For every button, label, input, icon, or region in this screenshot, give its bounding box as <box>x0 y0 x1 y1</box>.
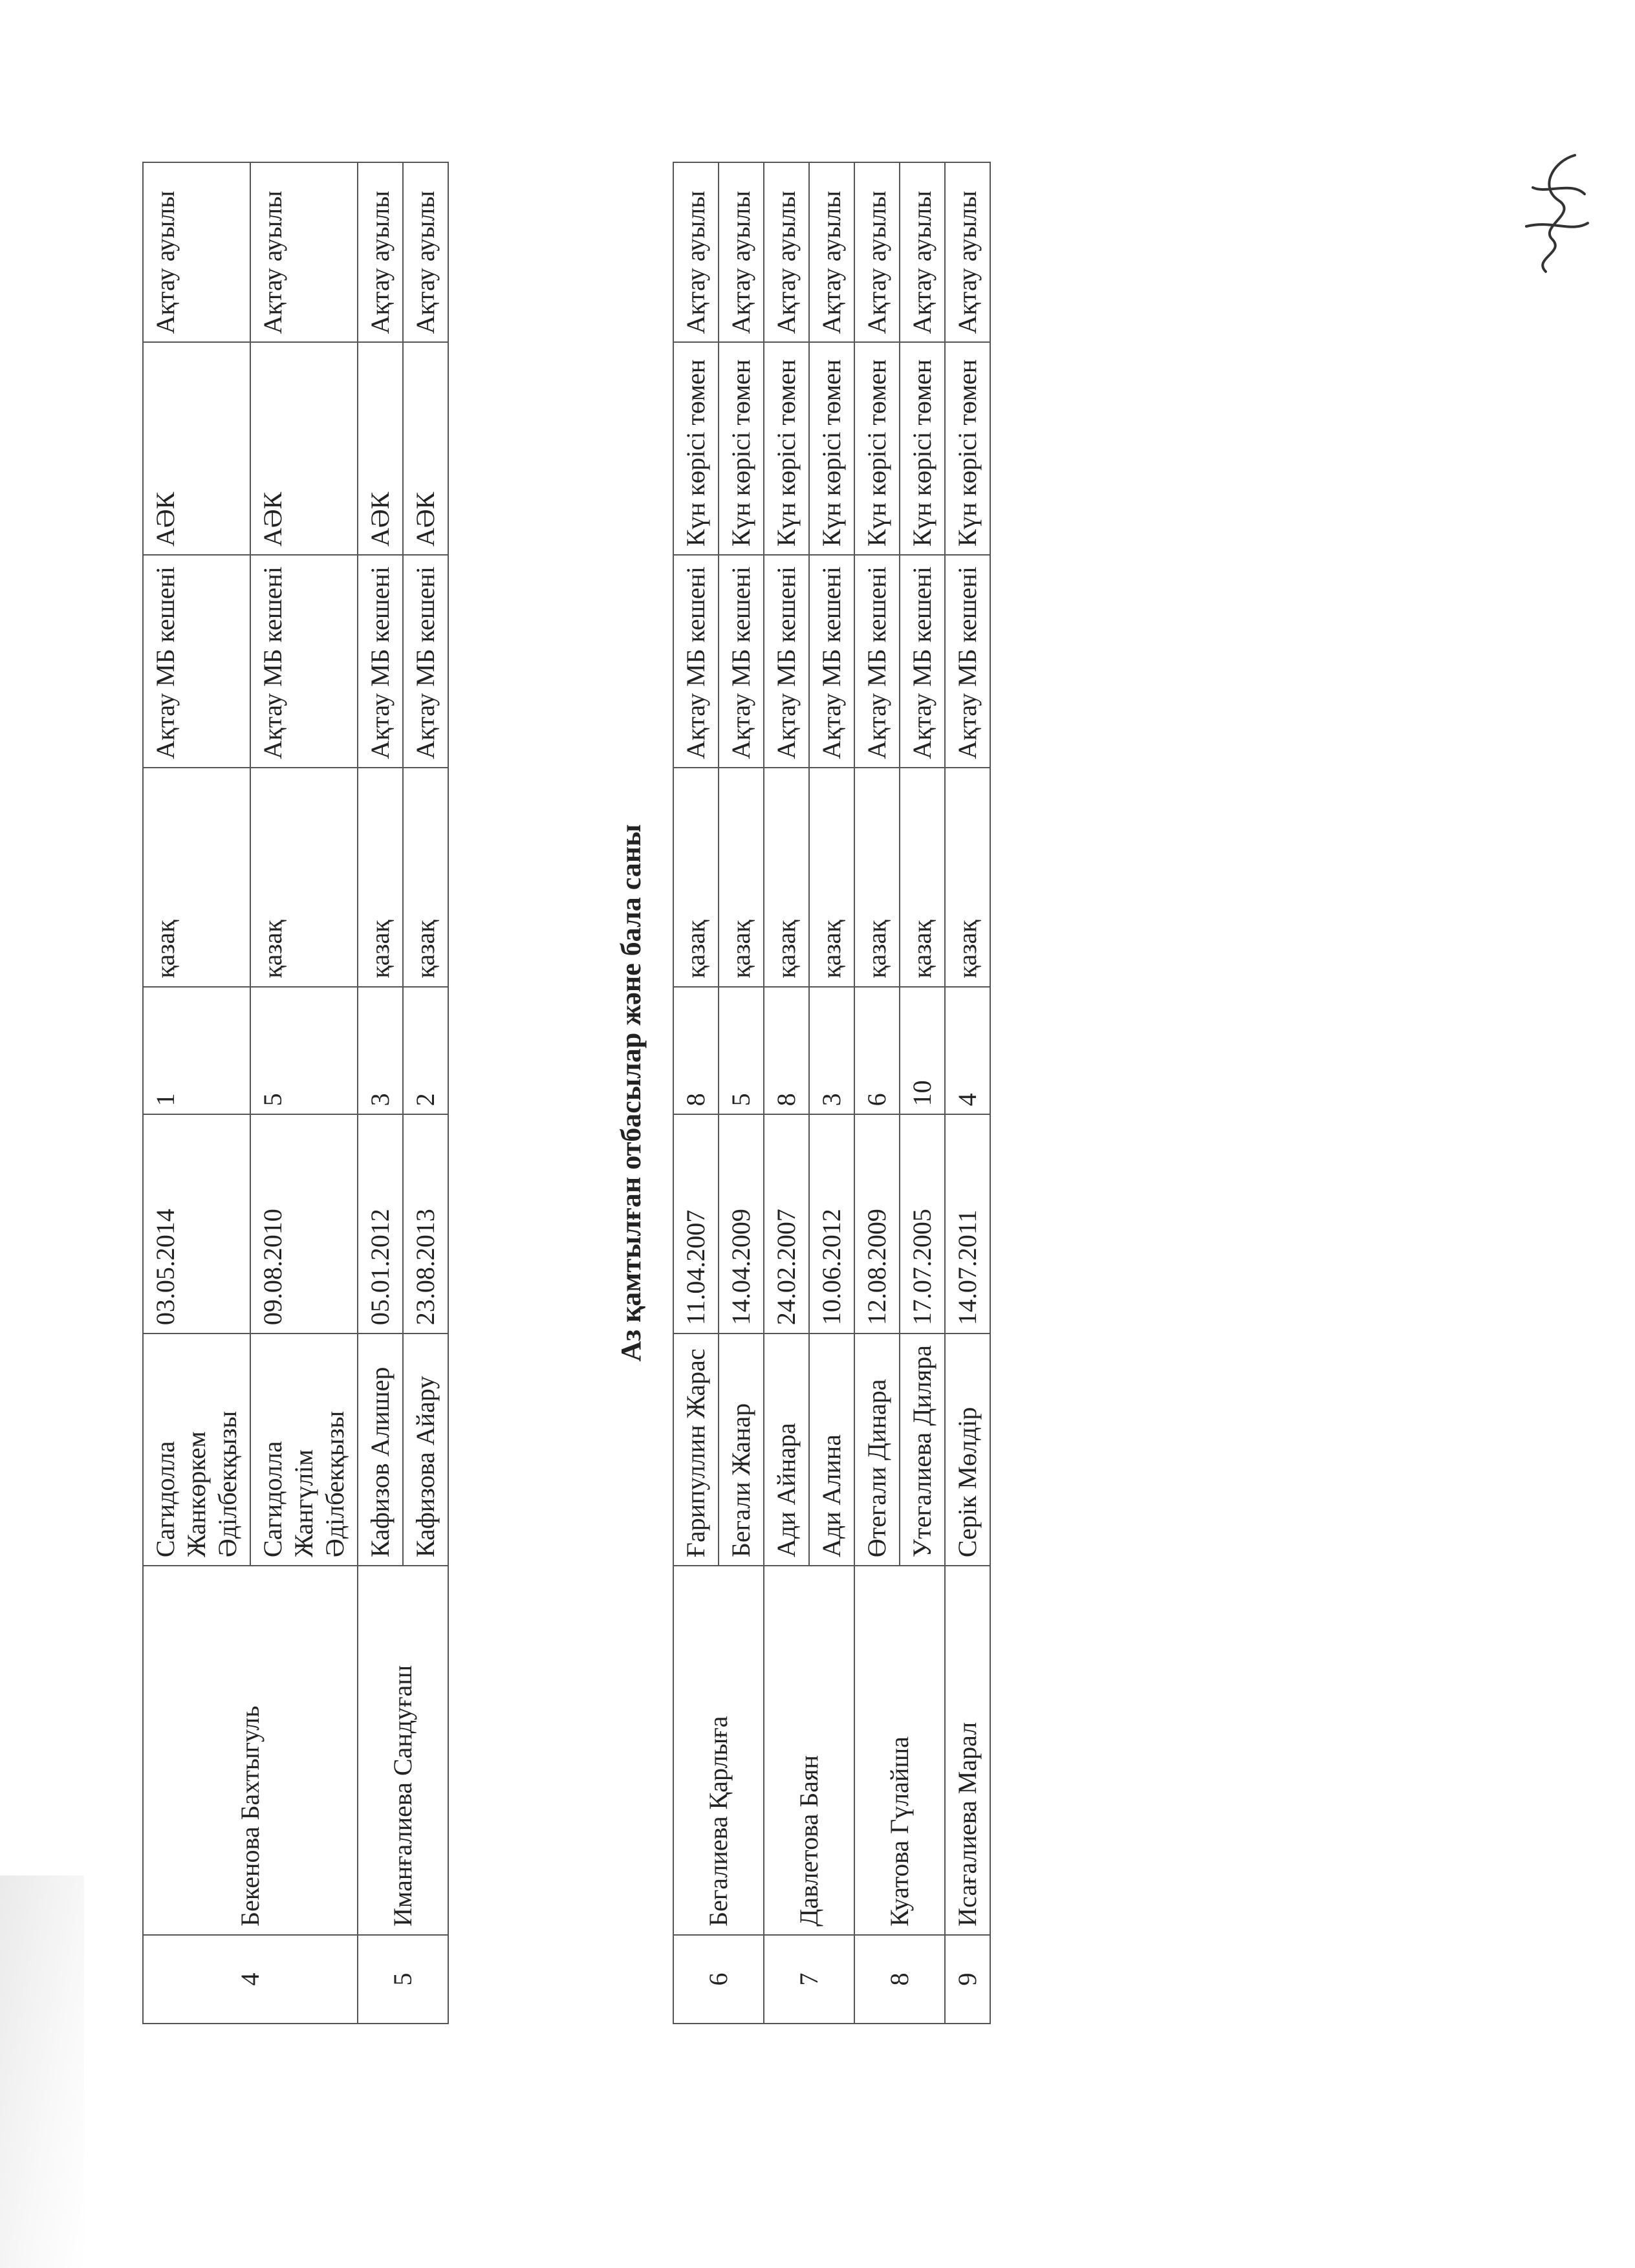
rotated-page-content <box>142 149 1552 2024</box>
village: Ақтау ауылы <box>403 162 448 342</box>
nationality: қазақ <box>358 768 403 987</box>
village: Ақтау ауылы <box>809 162 854 342</box>
child-count: 2 <box>403 987 448 1115</box>
village: Ақтау ауылы <box>719 162 764 342</box>
nationality: қазақ <box>945 768 990 987</box>
school: Ақтау МБ кешені <box>673 555 719 768</box>
child-count: 3 <box>809 987 854 1115</box>
family-status: АӘК <box>250 342 358 555</box>
child-name: Кафизов Алишер <box>358 1334 403 1566</box>
school: Ақтау МБ кешені <box>809 555 854 768</box>
birth-date: 09.08.2010 <box>250 1114 358 1334</box>
parent-name: Исағалиева Марал <box>945 1566 990 1935</box>
table-row <box>358 162 403 2024</box>
child-count: 6 <box>854 987 900 1115</box>
child-name: Ади Алина <box>809 1334 854 1566</box>
row-number: 9 <box>945 1935 990 2024</box>
nationality: қазақ <box>900 768 945 987</box>
birth-date: 05.01.2012 <box>358 1114 403 1334</box>
birth-date: 23.08.2013 <box>403 1114 448 1334</box>
school: Ақтау МБ кешені <box>945 555 990 768</box>
families-table-top <box>142 162 449 2024</box>
row-number: 8 <box>854 1935 945 2024</box>
child-name: Серік Мөлдір <box>945 1334 990 1566</box>
family-status: Күн көрісі төмен <box>854 342 900 555</box>
school: Ақтау МБ кешені <box>900 555 945 768</box>
child-name: Ғарипуллин Жарас <box>673 1334 719 1566</box>
school: Ақтау МБ кешені <box>719 555 764 768</box>
village: Ақтау ауылы <box>945 162 990 342</box>
child-name: Бегали Жанар <box>719 1334 764 1566</box>
nationality: қазақ <box>403 768 448 987</box>
handwritten-signature <box>1513 149 1597 278</box>
child-name: Кафизова Айару <box>403 1334 448 1566</box>
families-table-bottom <box>673 162 991 2024</box>
family-status: Күн көрісі төмен <box>900 342 945 555</box>
family-status: Күн көрісі төмен <box>809 342 854 555</box>
table-row <box>143 162 250 2024</box>
birth-date: 12.08.2009 <box>854 1114 900 1334</box>
child-count: 8 <box>673 987 719 1115</box>
birth-date: 03.05.2014 <box>143 1114 250 1334</box>
family-status: Күн көрісі төмен <box>673 342 719 555</box>
parent-name: Бегалиева Қарлыға <box>673 1566 764 1935</box>
birth-date: 17.07.2005 <box>900 1114 945 1334</box>
nationality: қазақ <box>719 768 764 987</box>
nationality: қазақ <box>764 768 809 987</box>
village: Ақтау ауылы <box>764 162 809 342</box>
table-row <box>673 162 719 2024</box>
birth-date: 24.02.2007 <box>764 1114 809 1334</box>
nationality: қазақ <box>854 768 900 987</box>
child-count: 8 <box>764 987 809 1115</box>
row-number: 5 <box>358 1935 448 2024</box>
school: Ақтау МБ кешені <box>854 555 900 768</box>
child-count: 3 <box>358 987 403 1115</box>
table-row <box>945 162 990 2024</box>
child-count: 10 <box>900 987 945 1115</box>
child-count: 4 <box>945 987 990 1115</box>
nationality: қазақ <box>673 768 719 987</box>
parent-name: Куатова Гүлайша <box>854 1566 945 1935</box>
family-status: АӘК <box>143 342 250 555</box>
parent-name: Бекенова Бахтыгуль <box>143 1566 358 1935</box>
family-status: Күн көрісі төмен <box>945 342 990 555</box>
birth-date: 10.06.2012 <box>809 1114 854 1334</box>
village: Ақтау ауылы <box>143 162 250 342</box>
family-status: АӘК <box>358 342 403 555</box>
village: Ақтау ауылы <box>358 162 403 342</box>
table-top-body <box>143 162 448 2024</box>
school: Ақтау МБ кешені <box>764 555 809 768</box>
village: Ақтау ауылы <box>854 162 900 342</box>
child-name: Сагидолла Жанкөркем Әділбекқызы <box>143 1334 250 1566</box>
birth-date: 11.04.2007 <box>673 1114 719 1334</box>
row-number: 6 <box>673 1935 764 2024</box>
nationality: қазақ <box>250 768 358 987</box>
child-name: Сагидолла Жангүлім Әділбекқызы <box>250 1334 358 1566</box>
village: Ақтау ауылы <box>673 162 719 342</box>
family-status: АӘК <box>403 342 448 555</box>
section-title: Аз қамтылған отбасылар және бала саны <box>615 824 647 1362</box>
child-name: Ади Айнара <box>764 1334 809 1566</box>
school: Ақтау МБ кешені <box>250 555 358 768</box>
child-name: Утегалиева Диляра <box>900 1334 945 1566</box>
row-number: 4 <box>143 1935 358 2024</box>
village: Ақтау ауылы <box>250 162 358 342</box>
child-count: 5 <box>719 987 764 1115</box>
birth-date: 14.04.2009 <box>719 1114 764 1334</box>
table-bottom-body <box>673 162 990 2024</box>
scan-shadow <box>0 1875 84 2268</box>
school: Ақтау МБ кешені <box>143 555 250 768</box>
school: Ақтау МБ кешені <box>358 555 403 768</box>
parent-name: Иманғалиева Сандуғаш <box>358 1566 448 1935</box>
row-number: 7 <box>764 1935 854 2024</box>
nationality: қазақ <box>809 768 854 987</box>
village: Ақтау ауылы <box>900 162 945 342</box>
child-count: 1 <box>143 987 250 1115</box>
family-status: Күн көрісі төмен <box>719 342 764 555</box>
family-status: Күн көрісі төмен <box>764 342 809 555</box>
child-count: 5 <box>250 987 358 1115</box>
table-row <box>854 162 900 2024</box>
nationality: қазақ <box>143 768 250 987</box>
child-name: Өтегали Динара <box>854 1334 900 1566</box>
parent-name: Давлетова Баян <box>764 1566 854 1935</box>
birth-date: 14.07.2011 <box>945 1114 990 1334</box>
table-row <box>764 162 809 2024</box>
school: Ақтау МБ кешені <box>403 555 448 768</box>
